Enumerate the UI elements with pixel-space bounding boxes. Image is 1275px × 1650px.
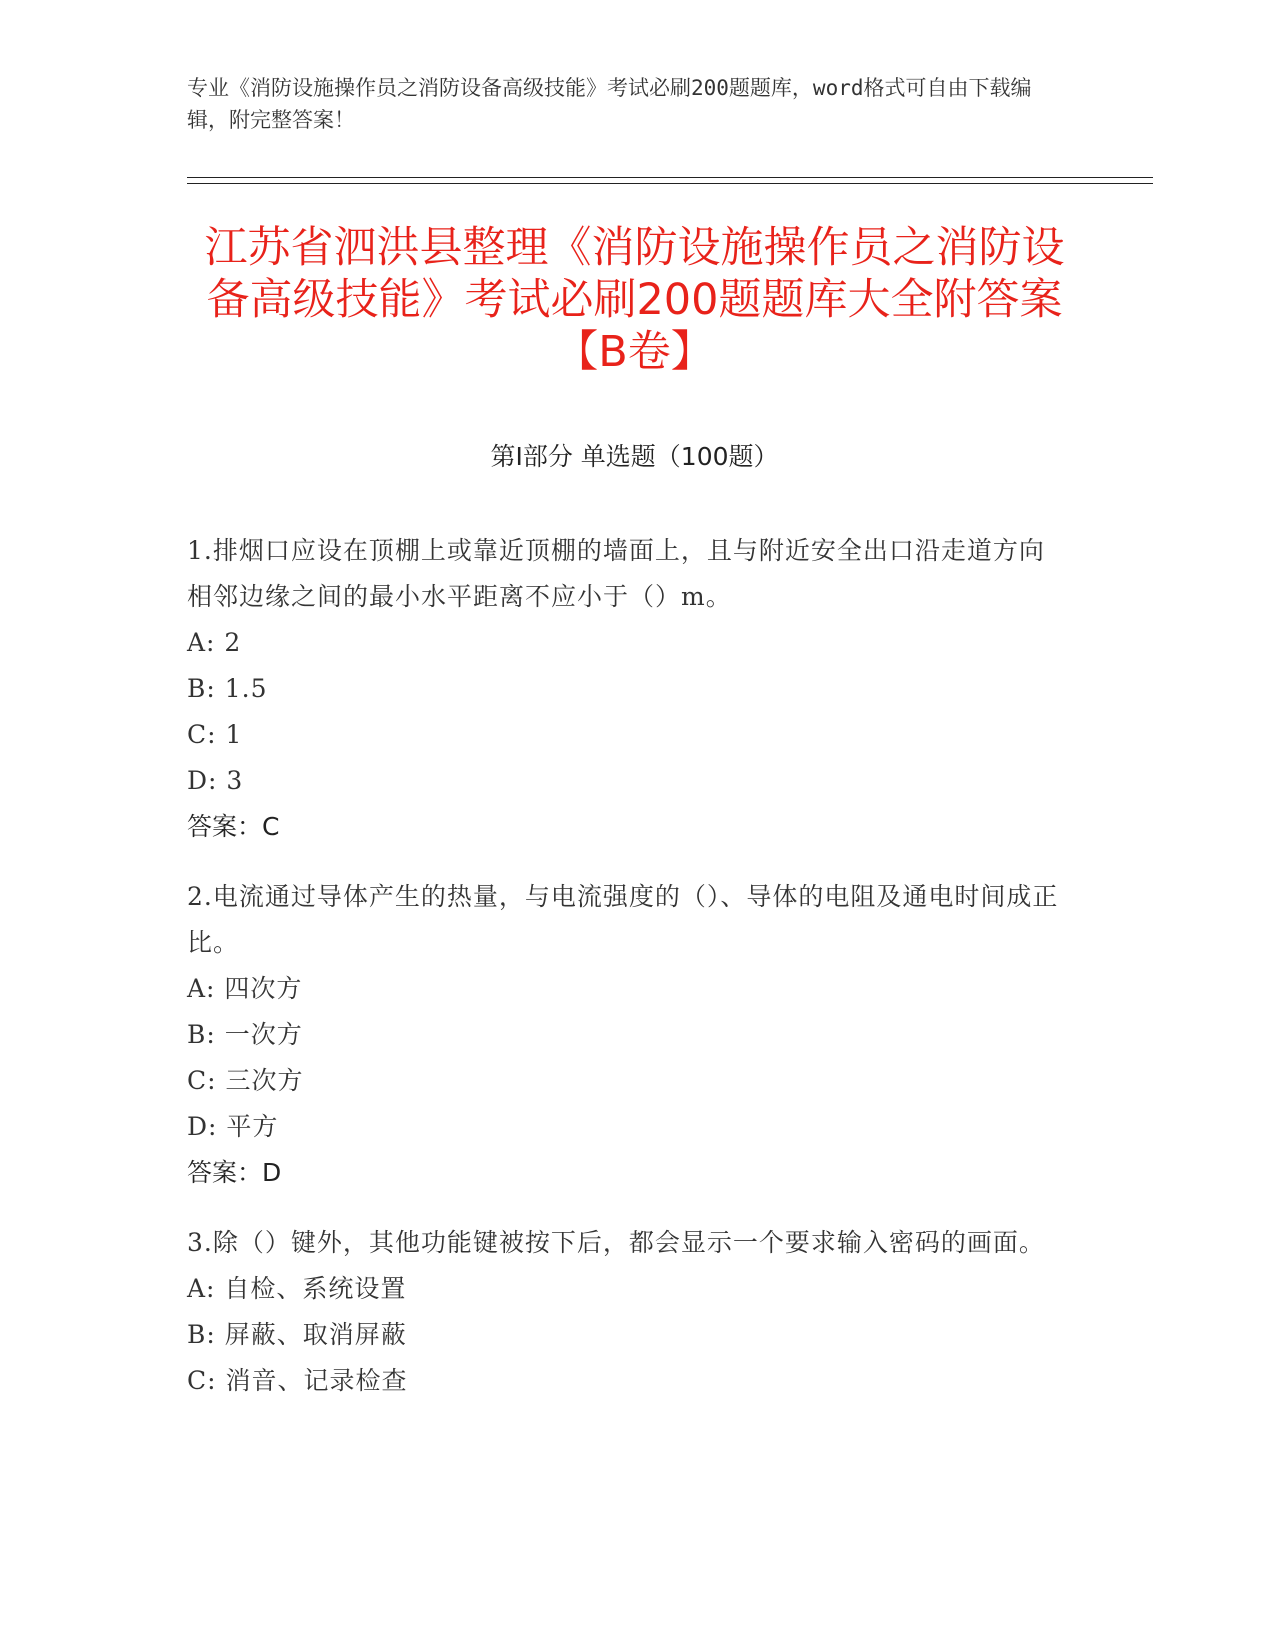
option-a: A: 自检、系统设置 xyxy=(187,1274,407,1303)
answer-line: 答案：C xyxy=(187,812,280,841)
option-b: B: 1.5 xyxy=(187,674,268,703)
option-d: D: 3 xyxy=(187,766,244,795)
section-heading: 第I部分 单选题（100题） xyxy=(490,442,779,471)
document-title: 江苏省泗洪县整理《消防设施操作员之消防设备高级技能》考试必刷200题题库大全附答案【B卷】 xyxy=(204,223,1065,377)
question-stem: 1.排烟口应设在顶棚上或靠近顶棚的墙面上，且与附近安全出口沿走道方向相邻边缘之间的最小水平距离不应小于（）m。 xyxy=(187,536,1045,611)
question-stem: 3.除（）键外，其他功能键被按下后，都会显示一个要求输入密码的画面。 xyxy=(187,1228,1045,1257)
question-3 xyxy=(187,1220,1067,1404)
question-1 xyxy=(187,528,1067,850)
header-divider-bottom xyxy=(187,183,1153,184)
header-divider-top xyxy=(187,177,1153,178)
question-list xyxy=(187,528,1067,1428)
option-a: A: 2 xyxy=(187,628,242,657)
option-b: B: 一次方 xyxy=(187,1020,303,1049)
option-a: A: 四次方 xyxy=(187,974,303,1003)
option-d: D: 平方 xyxy=(187,1112,279,1141)
option-c: C: 1 xyxy=(187,720,243,749)
option-b: B: 屏蔽、取消屏蔽 xyxy=(187,1320,407,1349)
question-2 xyxy=(187,874,1067,1196)
option-c: C: 消音、记录检查 xyxy=(187,1366,408,1395)
question-stem: 2.电流通过导体产生的热量，与电流强度的（）、导体的电阻及通电时间成正比。 xyxy=(187,882,1059,957)
option-c: C: 三次方 xyxy=(187,1066,304,1095)
answer-line: 答案：D xyxy=(187,1158,282,1187)
document-intro: 专业《消防设施操作员之消防设备高级技能》考试必刷200题题库，word格式可自由下载编辑，附完整答案！ xyxy=(187,76,1032,132)
